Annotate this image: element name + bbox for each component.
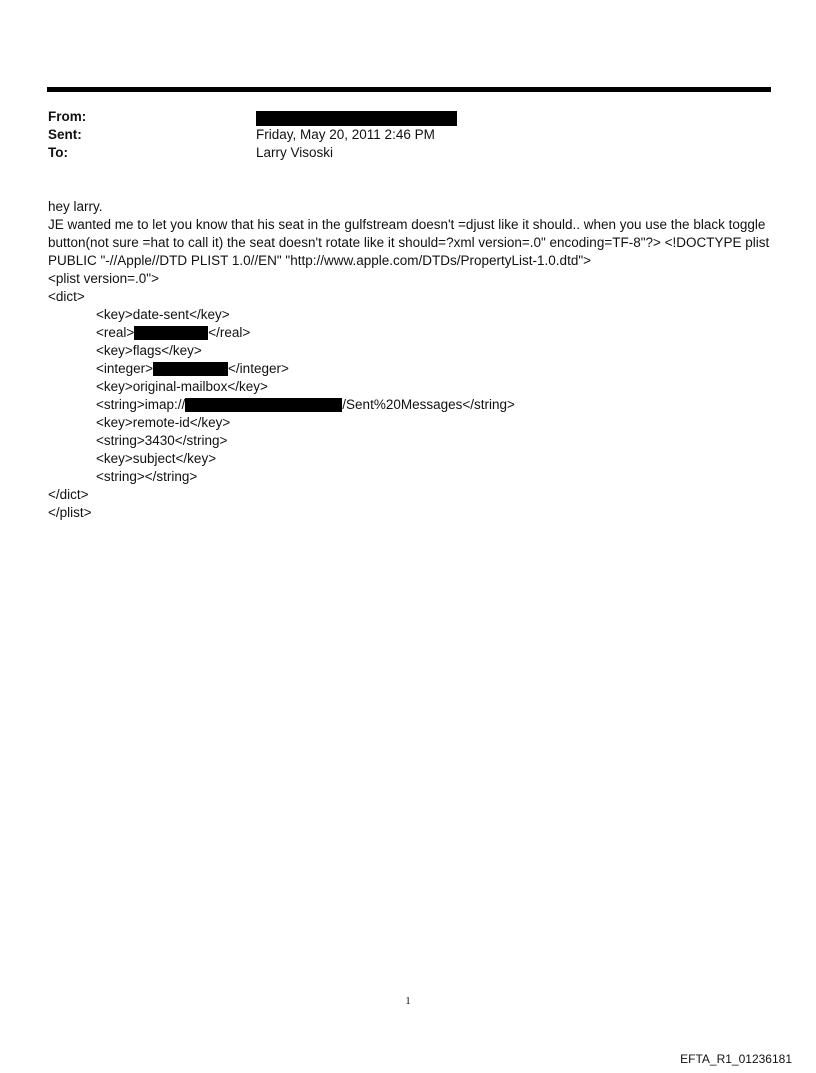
integer-line	[48, 360, 773, 378]
email-header	[48, 108, 768, 162]
real-line	[48, 324, 773, 342]
to-label: To:	[48, 145, 68, 160]
greeting: hey larry.	[48, 199, 103, 214]
key-flags: <key>flags</key>	[96, 343, 202, 358]
redaction-block	[153, 362, 228, 376]
integer-open: <integer>	[96, 361, 154, 376]
key-date-sent: <key>date-sent</key>	[96, 307, 230, 322]
message-text: JE wanted me to let you know that his seat in the gulfstream doesn't =djust like it should.. when you use the black toggle button(not sure =hat to call it) the seat doesn't rotate like it should=?xml version=.0" encoding=TF-8"?> <!DOCTYPE plist PUBLIC "-//Apple//DTD PLIST 1.0//EN" "http://www.apple.com/DTDs/PropertyList-1.0.dtd">	[48, 217, 770, 268]
page-number: 1	[405, 995, 411, 1007]
real-open: <real>	[96, 325, 135, 340]
string-subject: <string></string>	[96, 469, 198, 484]
key-subject: <key>subject</key>	[96, 451, 217, 466]
plist-open: <plist version=.0">	[48, 271, 159, 286]
from-row	[48, 108, 768, 126]
key-remote-id: <key>remote-id</key>	[96, 415, 231, 430]
string-remote-id: <string>3430</string>	[96, 433, 228, 448]
email-body	[48, 198, 773, 522]
from-value	[256, 108, 457, 126]
sent-value: Friday, May 20, 2011 2:46 PM	[256, 127, 435, 142]
bates-number: EFTA_R1_01236181	[680, 1052, 792, 1066]
dict-close: </dict>	[48, 487, 89, 502]
dict-open: <dict>	[48, 289, 85, 304]
to-value: Larry Visoski	[256, 145, 334, 160]
header-rule	[47, 87, 771, 92]
redaction-block	[134, 326, 208, 340]
integer-close: </integer>	[228, 361, 289, 376]
redaction-block	[185, 398, 342, 412]
imap-suffix: /Sent%20Messages</string>	[342, 397, 515, 412]
key-original-mailbox: <key>original-mailbox</key>	[96, 379, 268, 394]
imap-line	[48, 396, 773, 414]
real-close: </real>	[208, 325, 251, 340]
to-row	[48, 144, 768, 162]
sent-row	[48, 126, 768, 144]
redaction-block	[256, 111, 457, 126]
plist-close: </plist>	[48, 505, 92, 520]
imap-prefix: <string>imap://	[96, 397, 186, 412]
sent-label: Sent:	[48, 127, 82, 142]
from-label: From:	[48, 109, 87, 124]
